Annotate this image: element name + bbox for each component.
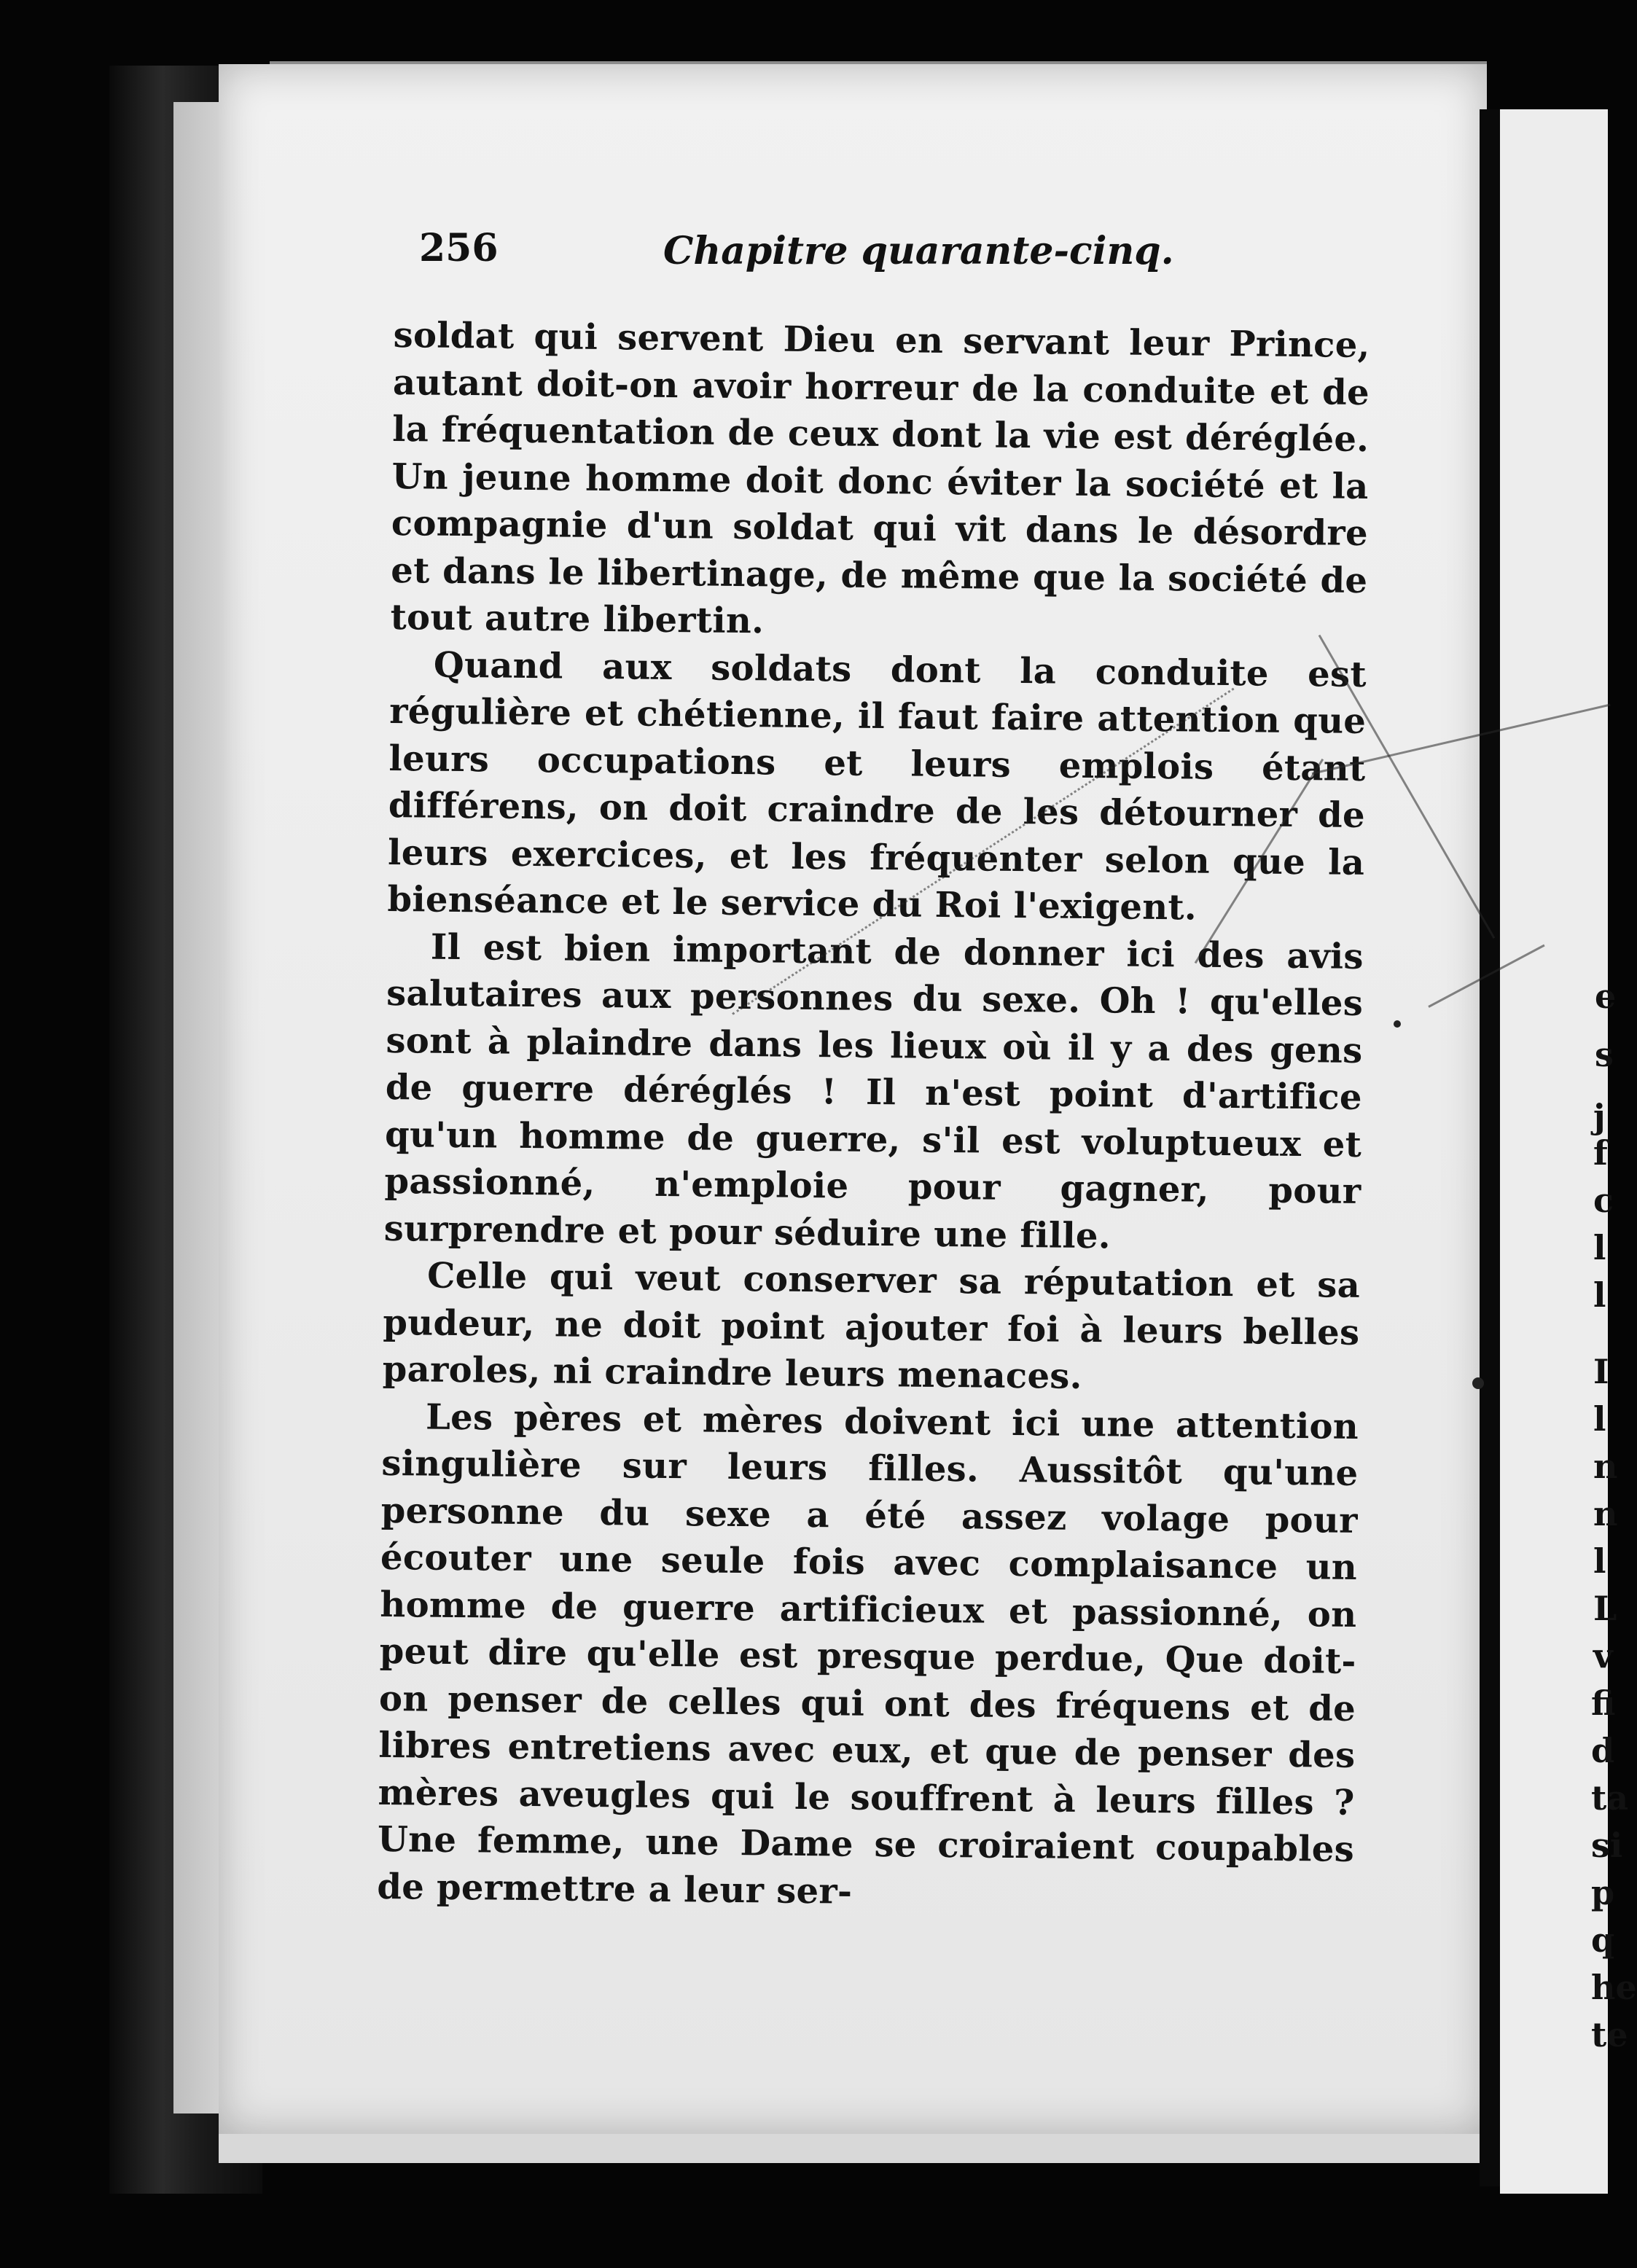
next-page-char: l <box>1593 1541 1606 1581</box>
next-page-char: I <box>1593 1352 1609 1391</box>
page-header <box>419 226 1381 284</box>
next-page-char: j <box>1593 1097 1606 1136</box>
next-page-char: n <box>1593 1494 1618 1533</box>
next-page-char: f <box>1593 1133 1608 1173</box>
next-page-char: c <box>1593 1181 1614 1220</box>
next-page-char: ta <box>1591 1778 1629 1818</box>
running-head: Chapitre quarante-cinq. <box>663 229 1174 273</box>
paragraph: Il est bien important de donner ici des avis salutaires aux personnes du sexe. Oh ! qu'elles sont à plaindre dans les lieux où il y a des gens de guerre déréglés ! Il n'est point d'artifice qu'un homme de guerre, s'il est voluptueux et passionné, n'emploie pour gagner, pour surprendre et pour séduire une fille. <box>383 926 1364 1256</box>
paragraph: soldat qui servent Dieu en servant leur Prince, autant doit-on avoir horreur de la conduite et de la fréquentation de ceux dont la vie est déréglée. Un jeune homme doit donc éviter la société et la compagnie d'un soldat qui vit dans le désordre et dans le libertinage, de même que la société de tout autre libertin. <box>390 314 1370 642</box>
next-page-char: q <box>1591 1920 1615 1960</box>
next-page-char: l <box>1593 1228 1606 1267</box>
next-page-char: v <box>1593 1636 1613 1675</box>
next-page-char: d <box>1591 1731 1615 1770</box>
page-gutter <box>1480 109 1500 2186</box>
next-page-char: e <box>1595 977 1617 1016</box>
paragraph: Quand aux soldats dont la conduite est régulière et chétienne, il faut faire attention que leurs occupations et leurs emplois étant différens, on doit craindre de les détourner de leurs exercices, et les fréquenter selon que la bienséance et le service du Roi l'exigent. <box>387 644 1367 928</box>
paragraph: Celle qui veut conserver sa réputation et sa pudeur, ne doit point ajouter foi à leurs belles paroles, ni craindre leurs menaces. <box>382 1255 1361 1397</box>
next-page-char: te <box>1591 2015 1628 2054</box>
next-page-char: n <box>1593 1447 1618 1486</box>
ink-spot <box>1472 1377 1484 1389</box>
left-page-edge <box>173 102 224 2113</box>
paragraph: Les pères et mères doivent ici une attention singulière sur leurs filles. Aussitôt qu'une personne du sexe a été assez volage pour écouter une seule fois avec complaisance un homme de guerre artificieux et passionné, on peut dire qu'elle est presque perdue, Que doit-on penser de celles qui ont des fréquens et de libres entretiens avec eux, et que de penser des mères aveugles qui le souffrent à leurs filles ? Une femme, une Dame se croiraient coupables de permettre a leur ser- <box>377 1396 1359 1912</box>
next-page-char: l <box>1593 1399 1606 1439</box>
ink-spot <box>1394 1020 1401 1028</box>
next-page-char: l <box>1593 1275 1606 1315</box>
next-page-char: fi <box>1591 1684 1616 1723</box>
body-text <box>377 312 1370 1920</box>
next-page-edge <box>1500 109 1637 2194</box>
next-page-char: si <box>1591 1826 1623 1865</box>
page-number: 256 <box>419 226 499 270</box>
page-bottom-margin <box>219 2134 1487 2163</box>
next-page-char: p <box>1591 1873 1615 1912</box>
next-page-char: s <box>1595 1035 1614 1074</box>
next-page-char: he <box>1591 1968 1637 2007</box>
next-page-char: L <box>1593 1589 1617 1628</box>
